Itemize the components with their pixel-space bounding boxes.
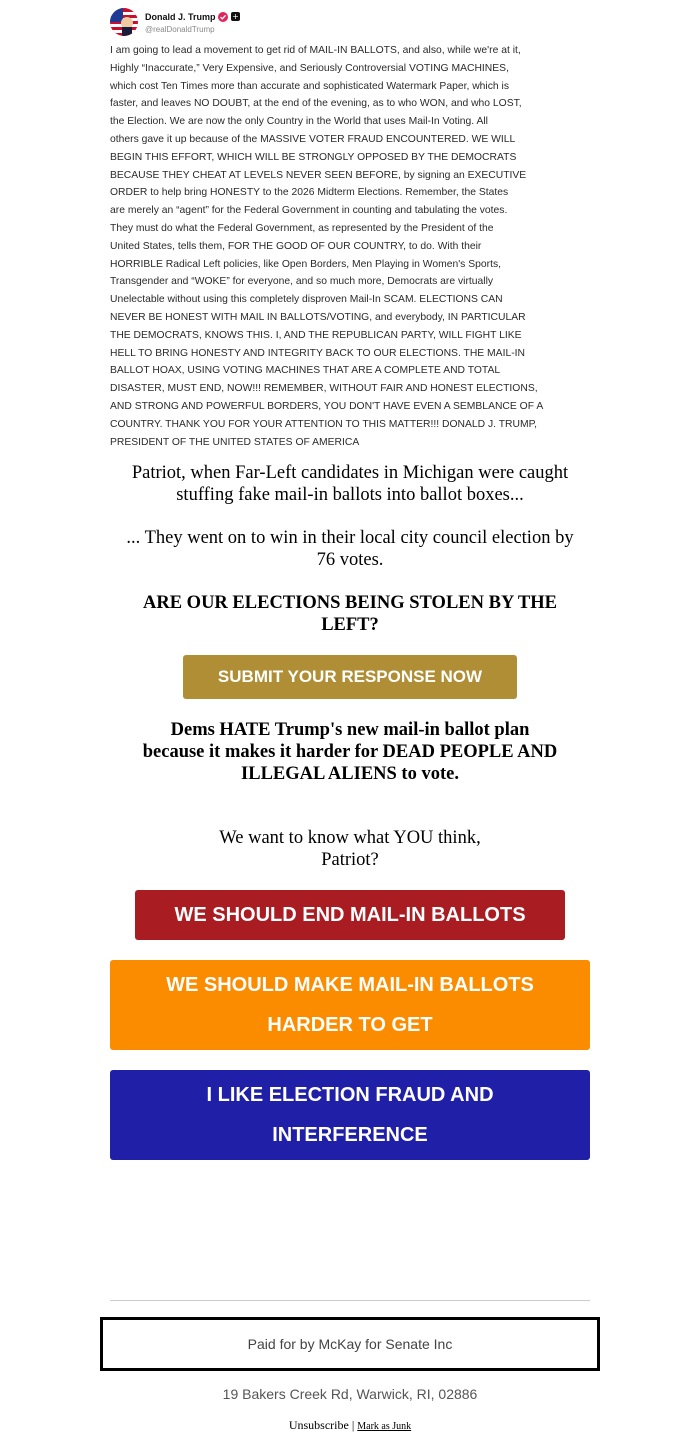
question-headline [110,592,590,636]
ask-line: We want to know what YOU think, [219,828,481,848]
dems-line: because it makes it harder for DEAD PEOPLE AND [142,742,558,762]
post-text-line: I am going to lead a movement to get rid of MAIL-IN BALLOTS, and also, while we're at it, [110,45,521,56]
intro-line: stuffing fake mail-in ballots into ballot boxes... [176,485,524,505]
post-text-line: which cost Ten Times more than accurate and sophisticated Watermark Paper, which is [110,80,509,92]
post-text-line: others gave it up because of the MASSIVE VOTER FRAUD ENCOUNTERED. WE WILL [110,133,516,145]
post-text [110,42,592,451]
footer-links [100,1418,600,1433]
post-text-line: PRESIDENT OF THE UNITED STATES OF AMERICA [110,436,360,448]
question-line: LEFT? [321,615,379,635]
ask-paragraph [100,827,600,871]
footer-divider [110,1300,590,1301]
question-line: ARE OUR ELECTIONS BEING STOLEN BY THE [143,593,557,613]
harder-mail-in-ballots-button[interactable]: WE SHOULD MAKE MAIL-IN BALLOTS HARDER TO GET [110,960,590,1050]
dems-line: ILLEGAL ALIENS to vote. [241,764,459,784]
mark-as-junk-link[interactable]: Mark as Junk [357,1421,412,1432]
dems-headline [110,719,590,785]
author-handle: @realDonaldTrump [145,25,215,34]
post-text-line: United States, tells them, FOR THE GOOD OF OUR COUNTRY, to do. With their [110,240,482,252]
post-text-line: COUNTRY. THANK YOU FOR YOUR ATTENTION TO THIS MATTER!!! DONALD J. TRUMP, [110,418,538,430]
ask-line: Patriot? [321,850,379,870]
unsubscribe-link[interactable]: Unsubscribe [288,1418,349,1432]
paid-for-disclaimer [100,1317,600,1371]
link-separator: | [351,1418,355,1432]
intro-line: ... They went on to win in their local city council election by [126,528,574,548]
plus-icon: + [232,12,239,21]
post-header [110,8,410,40]
post-text-line: They must do what the Federal Government, as represented by the President of the [110,222,494,234]
post-text-line: Transgender and “WOKE” for everyone, and so much more, Democrats are virtually [110,276,494,288]
embedded-social-post [110,6,592,450]
submit-response-button[interactable]: SUBMIT YOUR RESPONSE NOW [183,655,517,699]
post-text-line: DISASTER, MUST END, NOW!!! REMEMBER, WITHOUT FAIR AND HONEST ELECTIONS, [110,383,538,395]
post-text-line: faster, and leaves NO DOUBT, at the end of the evening, as to who WON, and who LOST, [110,98,522,110]
like-election-fraud-button[interactable]: I LIKE ELECTION FRAUD AND INTERFERENCE [110,1070,590,1160]
post-text-line: HORRIBLE Radical Left policies, like Open Borders, Men Playing in Women's Sports, [110,258,501,270]
intro-line: 76 votes. [316,550,384,570]
dems-line: Dems HATE Trump's new mail-in ballot plan [170,720,530,740]
post-text-line: HELL TO BRING HONESTY AND INTEGRITY BACK TO OUR ELECTIONS. THE MAIL-IN [110,347,525,359]
intro-line: Patriot, when Far-Left candidates in Michigan were caught [131,463,569,483]
post-text-line: BALLOT HOAX, USING VOTING MACHINES THAT ARE A COMPLETE AND TOTAL [110,365,501,377]
post-text-line: Unelectable without using this completely disproven Mail-In SCAM. ELECTIONS CAN [110,294,503,306]
intro-paragraph-1 [100,462,600,506]
post-text-line: BECAUSE THEY CHEAT AT LEVELS NEVER SEEN BEFORE, by signing an EXECUTIVE [110,169,527,181]
author-avatar [110,8,138,36]
intro-paragraph-2 [100,527,600,571]
post-text-line: the Election. We are now the only Country in the World that uses Mail-In Voting. All [110,116,488,128]
post-text-line: THE DEMOCRATS, KNOWS THIS. I, AND THE REPUBLICAN PARTY, WILL FIGHT LIKE [110,329,522,341]
post-text-line: AND STRONG AND POWERFUL BORDERS, YOU DON'T HAVE EVEN A SEMBLANCE OF A [110,400,544,412]
verified-badge-icon [218,12,228,22]
post-text-line: ORDER to help bring HONESTY to the 2026 Midterm Elections. Remember, the States [110,187,509,199]
mailing-address: 19 Bakers Creek Rd, Warwick, RI, 02886 [222,1386,478,1402]
post-text-line: are merely an “agent” for the Federal Government in counting and tabulating the votes. [110,205,508,217]
end-mail-in-ballots-button[interactable]: WE SHOULD END MAIL-IN BALLOTS [135,890,565,940]
paid-for-text: Paid for by McKay for Senate Inc [247,1336,453,1352]
post-text-line: BEGIN THIS EFFORT, WHICH WILL BE STRONGLY OPPOSED BY THE DEMOCRATS [110,151,517,163]
post-text-line: NEVER BE HONEST WITH MAIL IN BALLOTS/VOTING, and everybody, IN PARTICULAR [110,311,526,323]
post-text-line: Highly “Inaccurate,” Very Expensive, and Seriously Controversial VOTING MACHINES, [110,62,509,74]
author-name: Donald J. Trump [145,12,216,22]
